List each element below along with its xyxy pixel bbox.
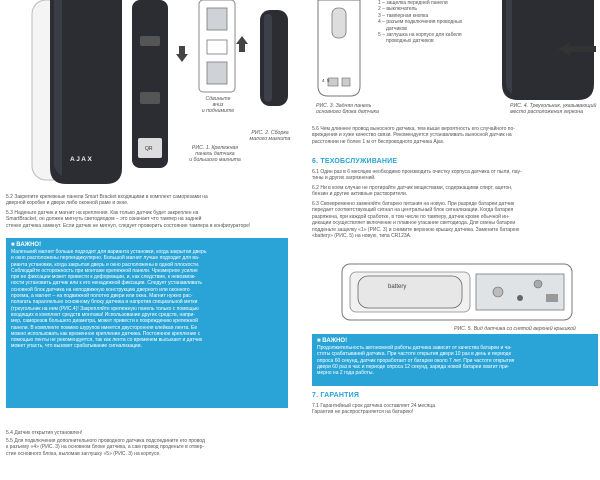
triangle-marker-arrow-icon	[558, 42, 596, 56]
warning-title-right: ■ ВАЖНО!	[317, 338, 348, 344]
arrow-down-icon	[176, 46, 188, 62]
figure-2-caption: РИС. 2. Сборка малого магнита	[249, 130, 291, 142]
warning-body-right: Продолжительность автономной работы датчика зависит от качества батареи и ча- стоты срабатываний датчика. При частоте открытия двери 10 раз в день и периоде опроса 60 секунд, датчик проработает от батареи около 7 лет. При частоте открытия двери 60 раз в час и периоде опроса 12 секунд, заряда новой батареи хватит при- мерно на 2 года работы.	[317, 345, 515, 377]
figure-3-legend: 1 – защелка передней панели 2 – выключатель 3 – тамперная кнопка 4 – разъем подключения проводных датчиков 5 – заглушка на корпусе для кабеля проводных датчиков	[378, 0, 463, 45]
figure-1-caption: РИС. 1. Крепежная панель датчика и большого магнита	[189, 145, 241, 163]
warning-title-left: ■ ВАЖНО!	[11, 242, 42, 248]
figure-3-numbers: 4 5	[322, 78, 330, 83]
qr-label: QR	[145, 146, 153, 152]
battery-label: battery	[388, 284, 407, 290]
device-logo: AJAX	[70, 156, 94, 163]
paragraph-5-2: 5.2 Закрепите крепежные панели Smart Bracket входящими в комплект саморезами на дверной коробке и двери либо оконной раме и окне.	[6, 194, 208, 207]
section-6-heading: 6. ТЕХОБСЛУЖИВАНИЕ	[312, 158, 398, 165]
paragraph-6-1: 6.1 Один раз в 6 месяцев необходимо производить очистку корпуса датчика от пыли, пау- тины и других загрязнений.	[312, 169, 522, 182]
figure-3-back-panel	[314, 0, 364, 100]
paragraph-5-6: 5.6 Чем длиннее провод выносного датчика, тем выше вероятность его случайного по- вреждения и хуже качество связи. Рекомендуется устанавливать выносной датчик на расстоянии не более 1 м от беспроводного датчика Ajax.	[312, 126, 515, 145]
figure-2-bracket-illustration	[130, 0, 170, 170]
figure-2-large-magnet	[256, 10, 292, 110]
warning-body-left: Маленький магнит больше подходит для варианта установки, когда закрытая дверь и окно расположены перпендикулярно. Большой магнит лучше подходит для ва- рианта установки, когда закрытая дверь и окно расположены в одной плоскости. Соблюдайте осторожность при монтаже крепежной панели. Чрезмерное усилие при ее фиксации может привести к деформации, и, как следствие, к невозмож- ности установить датчик или к его ненадежной фиксации. Следует устанавливать основной блок датчика на неподвижную конструкцию дверного или оконного проема, а магнит – на подвижной полотно двери или окна. Магнит нужно рас- полагать параллельно основному блоку датчика и напротив специальной метки (треугольник на нем (РИС.4)! Закрепляйте крепежную панель только с помощью входящих в комплект средств монтажа! Использование других средств, напри- мер, саморезов большего диаметра, может привести к повреждению крепежной панели. В комплекте помимо шурупов имеется двусторонняя клейкая лента. Ее можно использовать как временное крепление датчика. Постоянное крепление с помощью ленты не рекомендуется, так как лента со временем высыхает и датчик может упасть, что вызовет срабатывание сигнализации.	[11, 249, 207, 350]
figure-5-caption: РИС. 5. Вид датчика со снятой верхней крышкой	[454, 326, 576, 332]
figure-2-action-text: Сдвиньте вниз и поднимите	[201, 96, 235, 114]
paragraph-5-3: 5.3 Наденьте датчик и магнит на крепления. Как только датчик будет закреплен на SmartBracket, он должен мигнуть светодиодом – это означает что тампер на задней стенке датчика замкнут. Если датчик не мигнул, следует проверить состояние тампера в конфигураторе!	[6, 210, 251, 229]
arrow-up-icon	[236, 36, 248, 52]
paragraph-5-4: 5.4 Датчик открытия установлен!	[6, 430, 83, 436]
warning-box-left	[6, 238, 288, 408]
figure-3-caption: РИС. 3. Задняя панель основного блока датчика	[316, 103, 379, 115]
paragraph-5-5: 5.5 Для подключения дополнительного проводного датчика подсоедините его провод к разъему «4» (РИС. 3) на основном блоке датчика, а сам провод проденьте в отвер- стие основного блока, выломав заглушку «5» (РИС. 3) на корпусе.	[6, 438, 205, 457]
warning-box-right	[312, 334, 598, 386]
figure-2-small-magnet	[195, 0, 239, 100]
warning-icon: ■	[317, 338, 323, 344]
paragraph-6-3: 6.3 Своевременно заменяйте батарею питания на новую. При разряде батареи датчик передает соответствующий сигнал на центральный блок сигнализации. Когда батарея разряжена, при каждой сработке, в том числе по тамперу, датчик кроме обычной ин- дикации осуществляет включение и плавное угасание светодиода. Для смены батареи подденьте защелку «1» (РИС. 3) и снимите верхнюю крышку датчика. Замените батарею «battery» (РИС. 5) на новую, типа CR123A.	[312, 201, 520, 240]
figure-5-open-device	[340, 262, 576, 324]
figure-4-caption: РИС. 4. Треугольник, указывающий место расположения геркона	[510, 103, 597, 115]
paragraph-7-1: 7.1 Гарантийный срок датчика составляет 24 месяца. Гарантия не распространяется на батарею!	[312, 403, 437, 416]
warning-icon: ■	[11, 242, 17, 248]
section-7-heading: 7. ГАРАНТИЯ	[312, 392, 360, 399]
paragraph-6-2: 6.2 Ни в коем случае не протирайте датчик веществами, содержащими спирт, ацетон, бензин и другие активные растворители.	[312, 185, 513, 198]
